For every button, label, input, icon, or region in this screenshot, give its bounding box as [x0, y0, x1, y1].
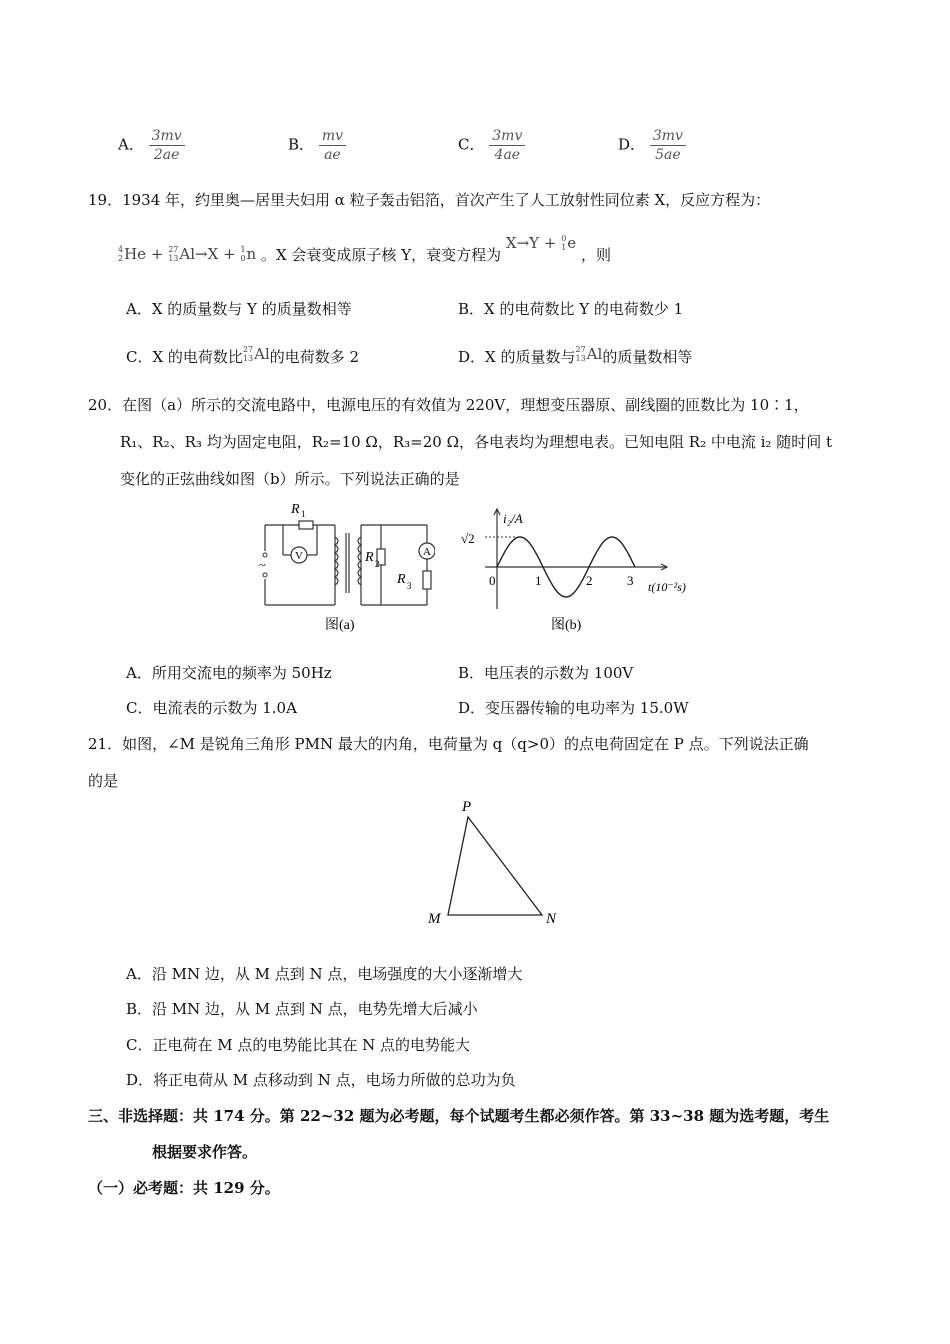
x-tick-0: 0	[489, 573, 496, 588]
al-isotope: 27 13 Al	[242, 345, 270, 363]
q20-line1: 20．在图（a）所示的交流电路中，电源电压的有效值为 220V，理想变压器原、副线圈的匝数比为 10∶1，	[88, 396, 809, 414]
q18-option-a: A． $\frac{3mv}{2ae}$	[118, 128, 185, 163]
q18-option-b: B． $\frac{mv}{ae}$	[288, 128, 346, 163]
x-tick-2: 2	[586, 573, 593, 588]
q21-option-c: C．正电荷在 M 点的电势能比其在 N 点的电势能大	[126, 1036, 471, 1054]
q21-line2: 的是	[88, 772, 119, 790]
required-questions-heading: （一）必考题：共 129 分。	[88, 1179, 280, 1197]
r3-sub: 3	[407, 581, 412, 591]
fraction: $\frac{3mv}{2ae}$	[149, 128, 185, 163]
r1-sub: 1	[301, 509, 306, 519]
q19-option-a: A．X 的质量数与 Y 的质量数相等	[126, 300, 352, 318]
point-p-label: P	[462, 799, 472, 815]
q21-line1: 21．如图，∠M 是锐角三角形 PMN 最大的内角，电荷量为 q（q>0）的点电荷固定在 P 点。下列说法正确	[88, 735, 809, 753]
al-isotope: 27 13 Al	[575, 345, 603, 363]
q19-option-d: D．X 的质量数与 27 13 Al 的质量数相等	[458, 345, 693, 366]
figure-b-caption: 图(b)	[551, 618, 582, 633]
r2-sub: 2	[375, 559, 380, 569]
current-graph	[455, 505, 705, 635]
decay-equation: X → Y + 0 1 e	[505, 234, 577, 252]
x-tick-1: 1	[535, 573, 542, 588]
section-three-heading: 三、非选择题：共 174 分。第 22~32 题为必考题，每个试题考生都必须作答。第 33~38 题为选考题，考生	[88, 1107, 830, 1125]
r3-label: R	[397, 572, 406, 587]
q20-option-d: D．变压器传输的电功率为 15.0W	[458, 699, 689, 717]
point-m-label: M	[428, 911, 441, 927]
fraction: $\frac{mv}{ae}$	[319, 128, 346, 163]
nuclear-equation: 4 2 He + 27 13 Al → X + 1 0 n	[118, 245, 257, 263]
voltmeter-label: V	[295, 550, 303, 562]
q19-stem: 19．1934 年，约里奥—居里夫妇用 α 粒子轰击铝箔，首次产生了人工放射性同位素 X，反应方程为：	[88, 191, 771, 209]
fraction: $\frac{3mv}{4ae}$	[489, 128, 525, 163]
ac-source-symbol: ~	[259, 558, 266, 572]
r1-label: R	[291, 502, 300, 517]
section-three-heading-cont: 根据要求作答。	[152, 1143, 258, 1161]
triangle-figure	[420, 795, 570, 930]
ammeter-label: A	[423, 546, 431, 558]
q20-option-b: B．电压表的示数为 100V	[458, 664, 634, 682]
q19-equation-line: 4 2 He + 27 13 Al → X + 1 0 n 。X 会衰变成原子核 Y，衰变方程为 X → Y + 0 1 e ，则	[118, 234, 611, 264]
fraction: $\frac{3mv}{5ae}$	[650, 128, 686, 163]
x-axis-label: t(10⁻²s)	[648, 580, 686, 594]
q20-option-c: C．电流表的示数为 1.0A	[126, 699, 297, 717]
q19-option-b: B．X 的电荷数比 Y 的电荷数少 1	[458, 300, 684, 318]
circuit-diagram	[255, 497, 435, 637]
q20-line2: R₁、R₂、R₃ 均为固定电阻，R₂=10 Ω，R₃=20 Ω，各电表均为理想电表。已知电阻 R₂ 中电流 i₂ 随时间 t	[120, 433, 833, 451]
q18-option-d: D． $\frac{3mv}{5ae}$	[618, 128, 686, 163]
x-tick-3: 3	[627, 573, 634, 588]
q18-option-c: C． $\frac{3mv}{4ae}$	[458, 128, 525, 163]
q20-line3: 变化的正弦曲线如图（b）所示。下列说法正确的是	[120, 470, 460, 488]
point-n-label: N	[546, 911, 557, 927]
y-axis-label: i₂/A	[503, 511, 523, 526]
q21-option-b: B．沿 MN 边，从 M 点到 N 点，电势先增大后减小	[126, 1000, 478, 1018]
q19-option-c: C．X 的电荷数比 27 13 Al 的电荷数多 2	[126, 345, 360, 366]
q21-option-d: D．将正电荷从 M 点移动到 N 点，电场力所做的总功为负	[126, 1071, 516, 1089]
q21-option-a: A．沿 MN 边，从 M 点到 N 点，电场强度的大小逐渐增大	[126, 965, 523, 983]
y-peak-label: √2	[461, 531, 475, 546]
figure-a-caption: 图(a)	[325, 618, 355, 633]
r2-label: R	[365, 550, 374, 565]
q20-option-a: A．所用交流电的频率为 50Hz	[126, 664, 332, 682]
